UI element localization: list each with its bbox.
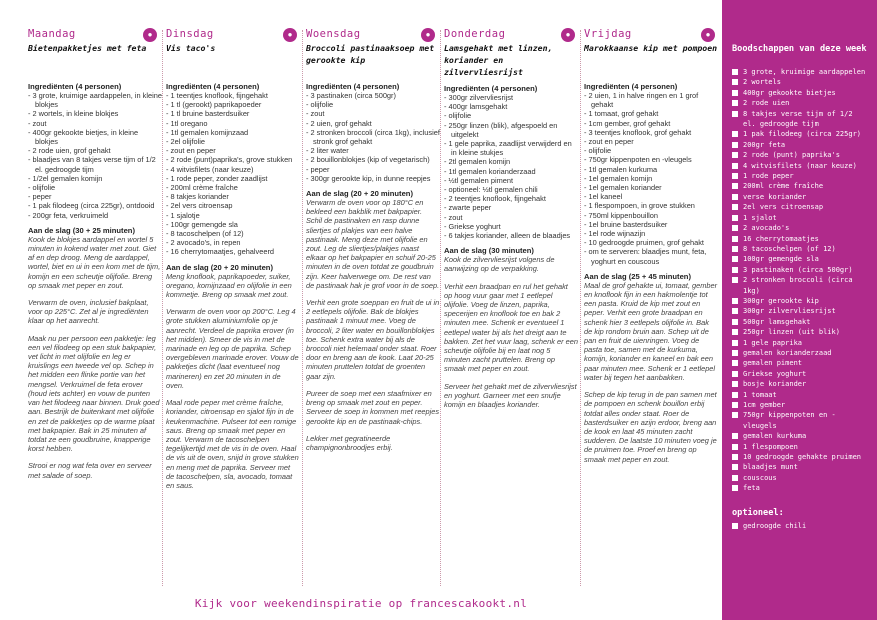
list-item: - 2 teentjes knoflook, fijngehakt [444, 194, 578, 203]
list-item: - zout [306, 109, 440, 118]
list-item: - 3 pastinaken (circa 500gr) [306, 91, 440, 100]
footer-website-link[interactable]: Kijk voor weekendinspiratie op francescakookt.nl [194, 597, 528, 610]
list-item: 200gr feta [732, 140, 869, 150]
list-item: - zout [444, 213, 578, 222]
list-item: gemalen kurkuma [732, 431, 869, 441]
list-item: feta [732, 483, 869, 493]
list-item: - 400gr lamsgehakt [444, 102, 578, 111]
list-item: - 1el rode wijnazijn [584, 229, 718, 238]
list-item: - 2el vers citroensap [166, 201, 300, 210]
list-item: - 2el olijfolie [166, 137, 300, 146]
list-item: - 2 rode (punt)paprika's, grove stukken [166, 155, 300, 164]
list-item: - olijfolie [584, 146, 718, 155]
list-item: 1cm gember [732, 400, 869, 410]
method-paragraph: Kook de blokjes aardappel en wortel 5 minuten in kokend water met zout. Giet af en dep droog. Meng de aardappel, wortel, biet en ui in een kom met de tijm, komijn en een scheutje olijfolie. Breng op smaak met peper en zout. [28, 234, 161, 290]
method-paragraph: Schep de kip terug in de pan samen met de pompoen en schenk bouillon erbij totdat alles onder staat. Roer de basterdsuiker en azijn erdoor, breng aan de kook en laat 45 minuten zacht sudderen. De laatste 10 minuten voeg je de pruimen toe. Proef en breng op smaak met peper en zout. [584, 390, 717, 464]
list-item: couscous [732, 473, 869, 483]
list-item: gemalen korianderzaad [732, 348, 869, 358]
day-column-friday [584, 0, 718, 600]
method-paragraph: Strooi er nog wat feta over en serveer met salade of soep. [28, 461, 152, 480]
list-item: - 1 teentjes knoflook, fijngehakt [166, 91, 300, 100]
list-item: - 300gr gerookte kip, in dunne reepjes [306, 174, 440, 183]
list-item: - blaadjes van 8 takjes verse tijm of 1/2 el. gedroogde tijm [28, 155, 162, 173]
list-item: - 300gr zilvervliesrijst [444, 93, 578, 102]
list-item: 1 rode peper [732, 171, 869, 181]
ingredient-list [166, 91, 300, 257]
list-item: - zwarte peper [444, 203, 578, 212]
method-paragraph: Serveer het gehakt met de zilvervliesrijst en yoghurt. Garneer met een snufje komijn en blaadjes koriander. [444, 381, 577, 410]
list-item: - 1cm gember, grof gehakt [584, 119, 718, 128]
list-item: - 3 teentjes knoflook, grof gehakt [584, 128, 718, 137]
list-item: Griekse yoghurt [732, 369, 869, 379]
list-item: 500gr lamsgehakt [732, 317, 869, 327]
column-divider [162, 30, 163, 586]
list-item: - peper [306, 165, 440, 174]
list-item: - 1el kaneel [584, 192, 718, 201]
column-divider [302, 30, 303, 586]
list-item: - zout en peper [166, 146, 300, 155]
list-item: - 2tl gemalen komijn [444, 157, 578, 166]
list-item: - 10 gedroogde pruimen, grof gehakt [584, 238, 718, 247]
list-item: - 4 witvisfilets (naar keuze) [166, 165, 300, 174]
list-item: 2 wortels [732, 77, 869, 87]
list-item: - 6 takjes koriander, alleen de blaadjes [444, 231, 578, 240]
list-item: - olijfolie [306, 100, 440, 109]
method-paragraph: Meng knoflook, paprikapoeder, suiker, oregano, komijnzaad en olijfolie in een kommetje. Breng op smaak met zout. [166, 271, 292, 300]
list-item: - 1 flespompoen, in grove stukken [584, 201, 718, 210]
list-item: - 2 uien, grof gehakt [306, 119, 440, 128]
ingredients-heading: Ingrediënten (4 personen) [306, 82, 400, 91]
list-item: - 750ml kippenbouillon [584, 211, 718, 220]
list-item: 10 gedroogde gehakte pruimen [732, 452, 869, 462]
column-divider [580, 30, 581, 586]
list-item: - 1 pak filodeeg (circa 225gr), ontdooid [28, 201, 162, 210]
list-item: - 200gr feta, verkruimeld [28, 211, 162, 220]
optional-title: optioneel: [732, 507, 784, 518]
list-item: - zout [28, 119, 162, 128]
list-item: gemalen piment [732, 358, 869, 368]
method-heading: Aan de slag (30 + 25 minuten) [28, 225, 135, 235]
list-item: - 1el gemalen komijn [584, 174, 718, 183]
list-item: - 16 cherrytomaatjes, gehalveerd [166, 247, 300, 256]
list-item: - 1el gemalen koriander [584, 183, 718, 192]
chicken-icon: ● [701, 28, 715, 42]
list-item: - 3 grote, kruimige aardappelen, in kleine blokjes [28, 91, 162, 109]
method-paragraph: Maal de grof gehakte ui, tomaat, gember en knoflook fijn in een hakmolentje tot een pasta. Kruid de kip met zout en peper. Verhit een grote braadpan en schenk hier 3 eetlepels olijfolie in. Bak de kip rondom bruin aan. Schep uit de pan en fruit de uienringen. Voeg de pasta toe, samen met de kurkuma, komijn, koriander en kaneel en bak een paar minuten mee. Schenk er 1 eetlepel water bij tegen het aanbakken. [584, 280, 718, 382]
list-item: - 2 avocado's, in repen [166, 238, 300, 247]
day-column-wednesday [306, 0, 440, 600]
list-item: 3 pastinaken (circa 500gr) [732, 265, 869, 275]
day-title: Dinsdag [166, 28, 214, 40]
list-item: - 2 wortels, in kleine blokjes [28, 109, 162, 118]
list-item: verse koriander [732, 192, 869, 202]
list-item: - 8 tacoschelpen (of 12) [166, 229, 300, 238]
ingredient-list [444, 93, 578, 240]
method-heading: Aan de slag (20 + 20 minuten) [166, 262, 273, 272]
method-paragraph: Maal rode peper met crème fraîche, koriander, citroensap en sjalot fijn in de keukenmachine. Pulseer tot een romige saus. Breng op smaak met peper en zout. Verwarm de tacoschelpen tegelijkertijd met de vis in de oven. Haal de vis uit de oven, snijd in grove stukken en meng met de paprika. Serveer met de tacoschelpen, sla, avocado, tomaat en saus. [166, 398, 299, 490]
day-title: Vrijdag [584, 28, 632, 40]
method-text [166, 272, 300, 490]
list-item: - 1tl oregano [166, 119, 300, 128]
list-item: 2el vers citroensap [732, 202, 869, 212]
list-item: - 2 bouillonblokjes (kip of vegetarisch) [306, 155, 440, 164]
list-item: - 2 liter water [306, 146, 440, 155]
method-paragraph: Verhit een grote soeppan en fruit de ui in 2 eetlepels olijfolie. Bak de blokjes pastinaak 1 minuut mee. Voeg de broccoli, 2 liter water en bouillonblokjes toe. Schenk extra water bij als de broccoli niet helemaal onder staat. Roer door en breng aan de kook. Laat 20-25 minuten pruttelen totdat de groenten gaar zijn. [306, 298, 440, 381]
list-item: - 1 tl bruine basterdsuiker [166, 109, 300, 118]
day-title: Donderdag [444, 28, 506, 40]
day-title: Woensdag [306, 28, 361, 40]
list-item: - 1 sjalotje [166, 211, 300, 220]
list-item: 1 gele paprika [732, 338, 869, 348]
list-item: - olijfolie [28, 183, 162, 192]
list-item: 2 avocado's [732, 223, 869, 233]
list-item: - 2 stronken broccoli (circa 1kg), inclusief stronk grof gehakt [306, 128, 440, 146]
list-item: 750gr kippenpoten en -vleugels [732, 410, 869, 431]
list-item: 300gr zilvervliesrijst [732, 306, 869, 316]
method-paragraph: Pureer de soep met een staafmixer en breng op smaak met zout en peper. Serveer de soep in kommen met reepjes gerookte kip en de pastinaak-chips. [306, 388, 440, 426]
list-item: - 200ml crème fraîche [166, 183, 300, 192]
method-heading: Aan de slag (25 + 45 minuten) [584, 271, 691, 281]
list-item: - 1tl gemalen kurkuma [584, 165, 718, 174]
list-item: 8 tacoschelpen (of 12) [732, 244, 869, 254]
list-item: 8 takjes verse tijm of 1/2 el. gedroogde tijm [732, 109, 869, 130]
list-item: gedroogde chili [732, 521, 869, 531]
day-column-tuesday [166, 0, 300, 600]
soup-bowl-icon: ● [421, 28, 435, 42]
list-item: 400gr gekookte bietjes [732, 88, 869, 98]
list-item: 2 rode (punt) paprika's [732, 150, 869, 160]
method-paragraph: Maak nu per persoon een pakketje: leg een vel filodeeg op een stuk bakpapier, vet licht in met olijfolie en leg er kruislings een tweede vel op. Schep in het midden een flinke portie van het mengsel. Verkruimel de feta erover (houd iets achter) en vouw de punten van het filodeeg naar binnen. Druk goed aan. Bestrijk de buitenkant met olijfolie en zet de pakketjes op de warme plaat met bakpapier. Bak in 25 minuten af totdat ze een goudbruine, knapperige korst hebben. [28, 333, 160, 454]
method-paragraph: Lekker met gegratineerde champignonbroodjes erbij. [306, 433, 393, 452]
column-divider [440, 30, 441, 586]
list-item: - 250gr linzen (blik), afgespoeld en uitgelekt [444, 121, 578, 139]
list-item: - zout en peper [584, 137, 718, 146]
list-item: 1 sjalot [732, 213, 869, 223]
method-text [584, 281, 718, 464]
list-item: - 1tl gemalen korianderzaad [444, 167, 578, 176]
list-item: 2 rode uien [732, 98, 869, 108]
method-heading: Aan de slag (20 + 20 minuten) [306, 189, 413, 199]
ingredients-heading: Ingrediënten (4 personen) [584, 82, 678, 91]
list-item: - 8 takjes koriander [166, 192, 300, 201]
list-item: 300gr gerookte kip [732, 296, 869, 306]
day-column-monday [28, 0, 162, 600]
list-item: - 1 tl (gerookt) paprikapoeder [166, 100, 300, 109]
list-item: - Griekse yoghurt [444, 222, 578, 231]
list-item: blaadjes munt [732, 462, 869, 472]
list-item: - peper [28, 192, 162, 201]
dish-title: Lamsgehakt met linzen, koriander en zilvervliesrijst [444, 43, 553, 77]
list-item: - 2 uien, 1 in halve ringen en 1 grof gehakt [584, 91, 718, 109]
dish-title: Broccoli pastinaaksoep met gerookte kip [306, 43, 435, 65]
list-item: - 1 tomaat, grof gehakt [584, 109, 718, 118]
list-item: 100gr gemengde sla [732, 254, 869, 264]
ingredient-list [584, 91, 718, 266]
day-title: Maandag [28, 28, 76, 40]
list-item: 16 cherrytomaatjes [732, 234, 869, 244]
ingredient-list [28, 91, 162, 220]
list-item: - 1/2el gemalen komijn [28, 174, 162, 183]
list-item: - om te serveren: blaadjes munt, feta, yoghurt en couscous [584, 247, 718, 265]
ingredient-list [306, 91, 440, 183]
list-item: - 1tl gemalen komijnzaad [166, 128, 300, 137]
list-item: 1 pak filodeeg (circa 225gr) [732, 129, 869, 139]
list-item: - 1 rode peper, zonder zaadlijst [166, 174, 300, 183]
shopping-list [732, 67, 869, 494]
list-item: 1 flespompoen [732, 442, 869, 452]
dish-title: Vis taco's [166, 43, 216, 53]
method-paragraph: Verhit een braadpan en rul het gehakt op hoog vuur gaar met 1 eetlepel olijfolie. Voeg de linzen, paprika, specerijen en knoflook toe en bak 2 minuten mee. Schenk er eventueel 1 eetlepel water bij als het dreigt aan te bakken. Zet het vuur laag, schenk er een scheutje olijfolie bij en laat nog 5 minuten zacht pruttelen. Breng op smaak met peper en zout. [444, 281, 578, 374]
list-item: bosje koriander [732, 379, 869, 389]
list-item: 3 grote, kruimige aardappelen [732, 67, 869, 77]
list-item: 1 tomaat [732, 390, 869, 400]
method-text [28, 235, 162, 480]
list-item: - olijfolie [444, 111, 578, 120]
list-item: 250gr linzen (uit blik) [732, 327, 869, 337]
list-item: 2 stronken broccoli (circa 1kg) [732, 275, 869, 296]
list-item: - 400gr gekookte bietjes, in kleine blokjes [28, 128, 162, 146]
method-paragraph: Verwarm de oven voor op 180°C en bekleed een bakblik met bakpapier. Schil de pastinaken en rasp dunne sliertjes of plakjes van een halve pastinaak. Meng deze met olijfolie en zout. Leg de sliertjes/plakjes naast elkaar op het bakpapier en schuif 20-25 minuten in de oven totdat ze goudbruin zijn. Keer halverwege om. De rest van de pastinaak hak je grof voor in de soep. [306, 198, 440, 290]
list-item: - 2 rode uien, grof gehakt [28, 146, 162, 155]
dish-title: Marokkaanse kip met pompoen [584, 43, 718, 53]
optional-list [732, 521, 869, 531]
method-text [444, 255, 578, 409]
method-paragraph: Verwarm de oven voor op 200°C. Leg 4 grote stukken aluminiumfolie op je aanrecht. Verdeel de paprika erover (in het midden). Smeer de vis in met de marinade en leg op de paprika. Schep overgebleven marinade erover. Vouw de pakketjes dicht (laat eventueel nog marineren) en zet 20 minuten in de oven. [166, 307, 299, 390]
list-item: 4 witvisfilets (naar keuze) [732, 161, 869, 171]
list-item: - 1el bruine basterdsuiker [584, 220, 718, 229]
list-item: - optioneel: ½tl gemalen chili [444, 185, 578, 194]
list-item: - 100gr gemengde sla [166, 220, 300, 229]
meat-icon: ● [561, 28, 575, 42]
method-paragraph: Verwarm de oven, inclusief bakplaat, voor op 225°C. Zet al je ingrediënten klaar op het aanrecht. [28, 298, 149, 326]
ingredients-heading: Ingrediënten (4 personen) [166, 82, 260, 91]
list-item: - 750gr kippenpoten en -vleugels [584, 155, 718, 164]
method-text [306, 198, 440, 452]
shopping-list-sidebar [722, 0, 877, 620]
method-paragraph: Kook de zilvervliesrijst volgens de aanwijzing op de verpakking. [444, 255, 555, 274]
list-item: - ½tl gemalen piment [444, 176, 578, 185]
dinner-plate-icon: ● [143, 28, 157, 42]
list-item: - 1 gele paprika, zaadlijst verwijderd en in kleine stukjes [444, 139, 578, 157]
dish-title: Bietenpakketjes met feta [28, 43, 147, 53]
shopping-list-title: Boodschappen van deze week [732, 44, 867, 54]
fish-icon: ● [283, 28, 297, 42]
day-column-thursday [444, 0, 578, 600]
list-item: 200ml crème fraîche [732, 181, 869, 191]
ingredients-heading: Ingrediënten (4 personen) [444, 84, 538, 93]
method-heading: Aan de slag (30 minuten) [444, 246, 534, 256]
ingredients-heading: Ingrediënten (4 personen) [28, 82, 122, 91]
